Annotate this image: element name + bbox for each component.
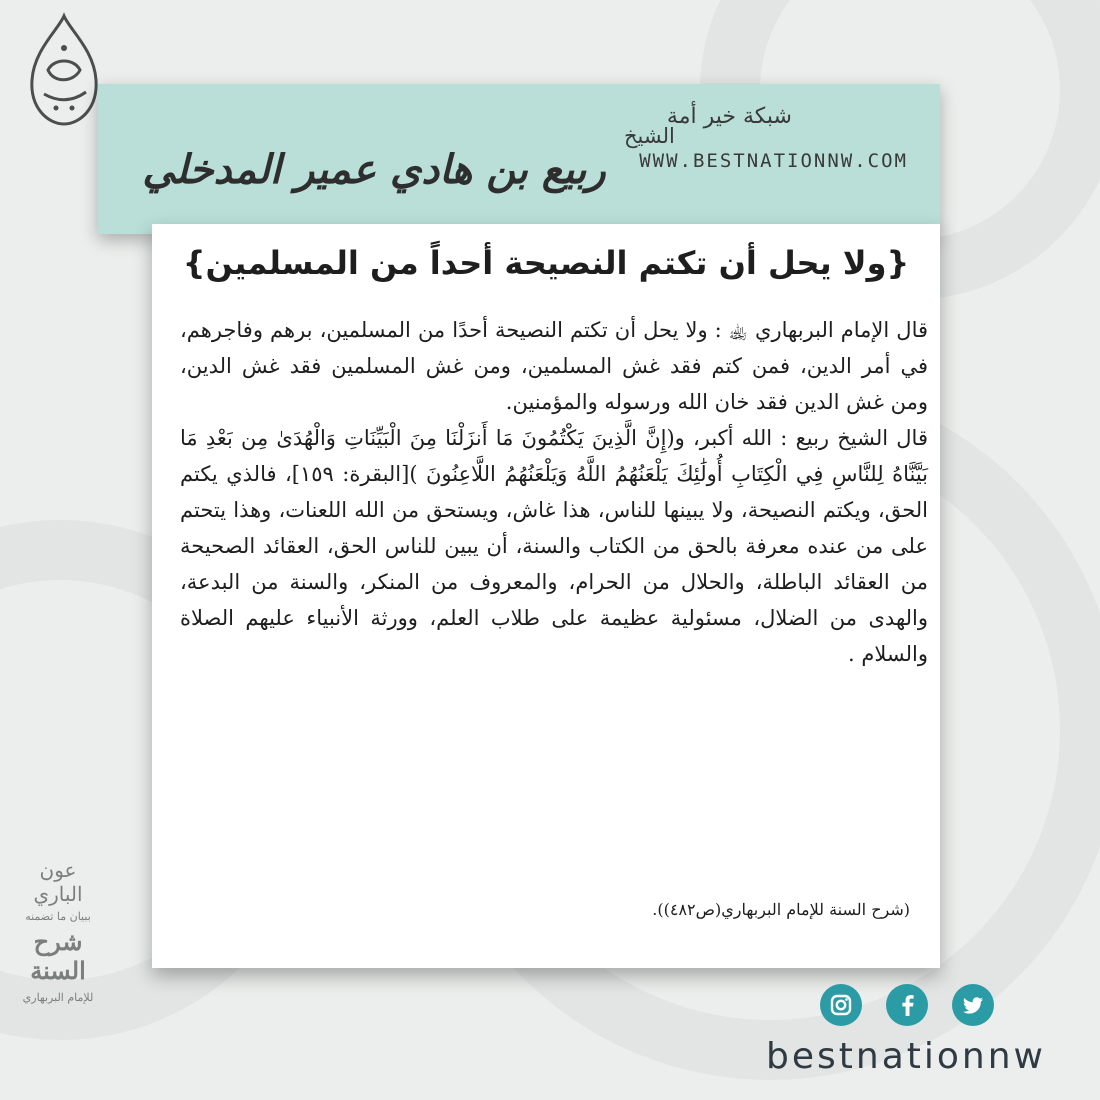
source-citation: (شرح السنة للإمام البربهاري(ص٤٨٢)). (652, 900, 910, 919)
article-title: {ولا يحل أن تكتم النصيحة أحداً من المسلمين} (182, 244, 910, 282)
paragraph-shaykh: قال الشيخ ربيع : الله أكبر، و(إِنَّ الَّذِينَ يَكْتُمُونَ مَا أَنزَلْنَا مِنَ الْبَيِّنَاتِ وَالْهُدَىٰ مِن بَعْدِ مَا بَيَّنَّاهُ لِلنَّاسِ فِي الْكِتَابِ أُولَٰئِكَ يَلْعَنُهُمُ اللَّهُ وَيَلْعَنُهُمُ اللَّاعِنُونَ )[البقرة: ١٥٩]، فالذي يكتم الحق، ويكتم النصيحة، ولا يبينها للناس، هذا غاش، ويستحق من الله اللعنات، وهذا يتحتم على من عنده معرفة بالحق من الكتاب والسنة، أن يبين للناس الحق، العقائد الصحيحة من العقائد الباطلة، والحلال من الحرام، والمعروف من المنكر، والسنة من البدعة، والهدى من الضلال، مسئولية عظيمة على طلاب العلم، وورثة الأنبياء عليهم الصلاة والسلام . (180, 426, 929, 666)
shaykh-name-calligraphy: ربيع بن هادي عمير المدخلي (142, 146, 606, 193)
book-logo (12, 856, 104, 1006)
social-handle[interactable]: bestnationnw (766, 1036, 1046, 1077)
instagram-icon[interactable] (820, 984, 862, 1026)
article-body (180, 312, 928, 672)
header-banner (98, 84, 940, 234)
paragraph-imam: قال الإمام البربهاري ﵀ : ولا يحل أن تكتم النصيحة أحدًا من المسلمين، برهم وفاجرهم، في أمر الدين، فمن كتم فقد غش المسلمين، ومن غش المسلمين فقد غش الدين، ومن غش الدين فقد خان الله ورسوله والمؤمنين. (180, 318, 928, 414)
facebook-icon[interactable] (886, 984, 928, 1026)
site-name: شبكة خير أمة (666, 104, 792, 129)
site-url[interactable]: WWW.BESTNATIONNW.COM (639, 150, 908, 172)
article-card (152, 224, 940, 968)
shaykh-label: الشيخ (624, 124, 675, 148)
twitter-icon[interactable] (952, 984, 994, 1026)
book-logo-line: شرح السنة (30, 927, 86, 985)
book-logo-line: للإمام البربهاري (22, 991, 94, 1004)
book-logo-line: ببيان ما تضمنه (25, 910, 91, 923)
book-logo-line: عون الباري (33, 858, 83, 906)
